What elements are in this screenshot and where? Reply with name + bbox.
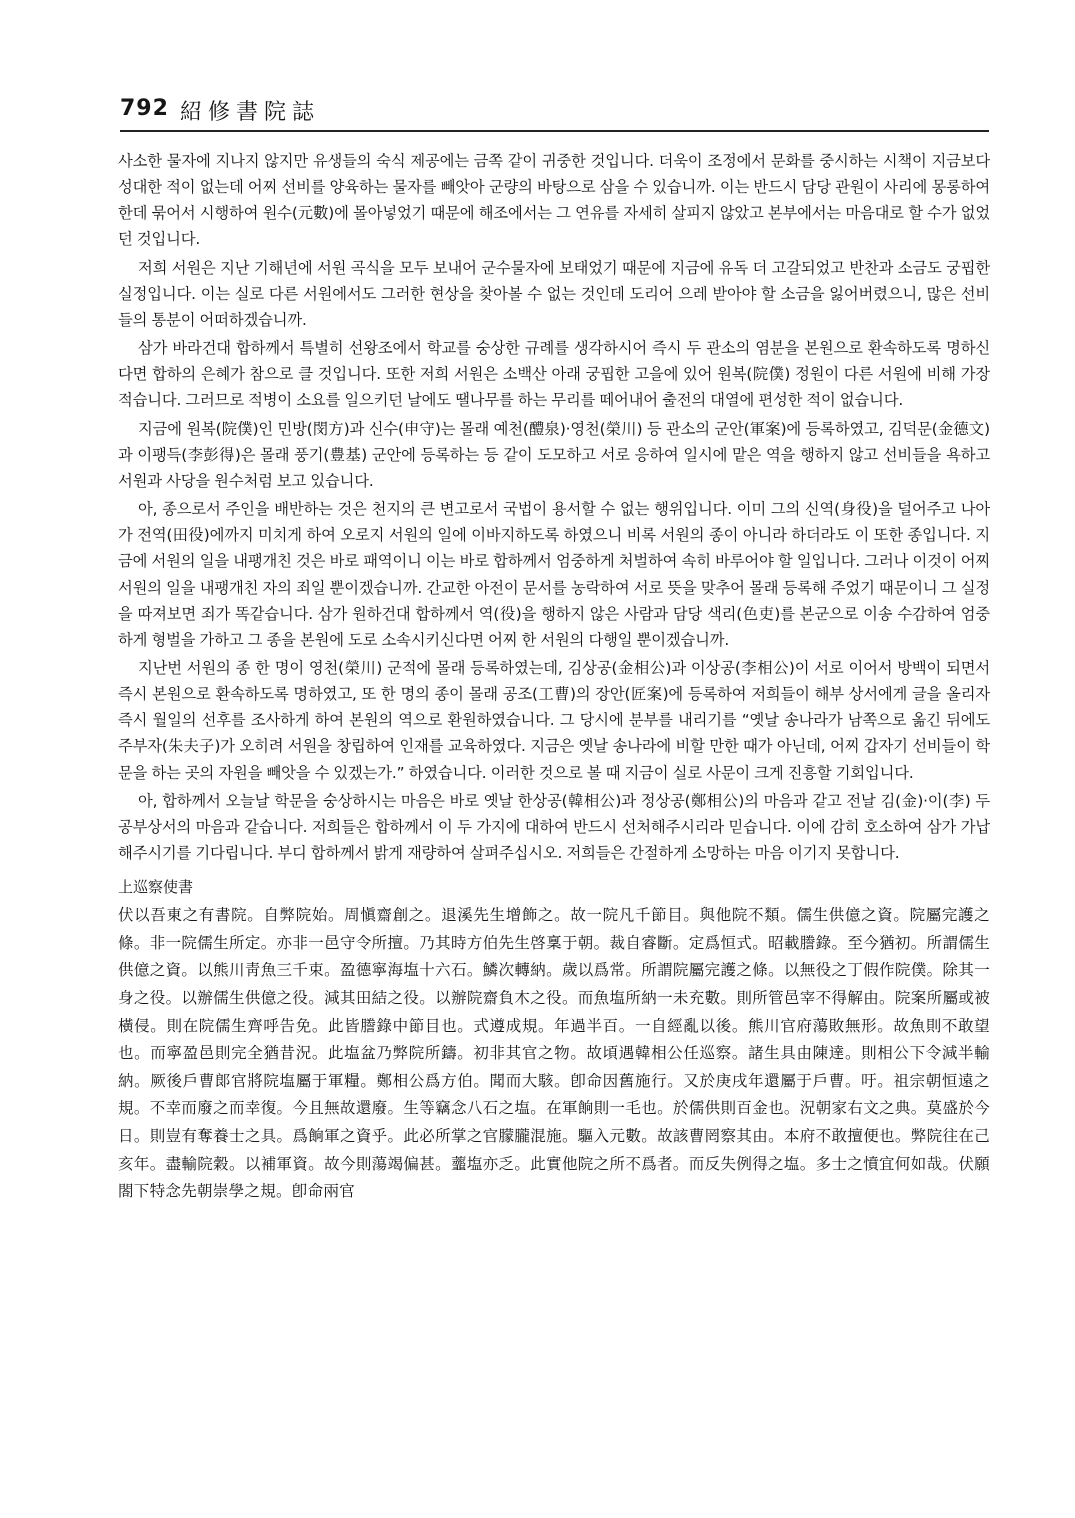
- book-title: 紹修書院誌: [180, 100, 321, 125]
- classical-chinese-text: 伏以吾東之有書院。自弊院始。周愼齋創之。退溪先生增飾之。故一院凡千節目。與他院不類。儒生供億之資。院屬完護之條。非一院儒生所定。亦非一邑守令所擅。乃其時方伯先生啓稟于朝。裁自睿斷。定爲恒式。昭載謄錄。至今猶初。所謂儒生供億之資。以熊川靑魚三千束。盈德寧海塩十六石。鱗次轉納。歲以爲常。所謂院屬完護之條。以無役之丁假作院僕。除其一身之役。以辦儒生供億之役。減其田結之役。以辦院齋負木之役。而魚塩所納一未充數。則所管邑宰不得解由。院案所屬或被橫侵。則在院儒生齊呼告免。此皆謄錄中節目也。式遵成規。年過半百。一自經亂以後。熊川官府蕩敗無形。故魚則不敢望也。而寧盈邑則完全猶昔況。此塩盆乃弊院所鑄。初非其官之物。故頃遇韓相公任巡察。諸生具由陳達。則相公下令減半輸納。厥後戶曹郞官將院塩屬于軍糧。鄭相公爲方伯。聞而大駭。卽命因舊施行。又於庚戌年還屬于戶曹。吁。祖宗朝恒遠之規。不幸而廢之而幸復。今且無故還廢。生等竊念八石之塩。在軍餉則一毛也。於儒供則百金也。況朝家右文之典。莫盛於今日。則豈有奪養士之具。爲餉軍之資乎。此必所掌之官朦朧混施。驅入元數。故該曹罔察其由。本府不敢擅便也。弊院往在己亥年。盡輸院穀。以補軍資。故今則蕩竭偏甚。虀塩亦乏。此實他院之所不爲者。而反失例得之塩。多士之憤宜何如哉。伏願閤下特念先朝崇學之規。卽命兩官: [118, 906, 990, 1201]
- paragraph: 지난번 서원의 종 한 명이 영천(榮川) 군적에 몰래 등록하였는데, 김상공(金相公)과 이상공(李相公)이 서로 이어서 방백이 되면서 즉시 본원으로 환속하도록 명하였고, 또 한 명의 종이 몰래 공조(工曹)의 장안(匠案)에 등록하여 저희들이 해부 상서에게 글을 올리자 즉시 월일의 선후를 조사하게 하여 본원의 역으로 환원하였습니다. 그 당시에 분부를 내리기를 “옛날 송나라가 남쪽으로 옮긴 뒤에도 주부자(朱夫子)가 오히려 서원을 창립하여 인재를 교육하였다. 지금은 옛날 송나라에 비할 만한 때가 아닌데, 어찌 갑자기 선비들이 학문을 하는 곳의 자원을 빼앗을 수 있겠는가.” 하였습니다. 이러한 것으로 볼 때 지금이 실로 사문이 크게 진흥할 기회입니다.: [118, 658, 990, 782]
- paragraph: 아, 종으로서 주인을 배반하는 것은 천지의 큰 변고로서 국법이 용서할 수 없는 행위입니다. 이미 그의 신역(身役)을 덜어주고 나아가 전역(田役)에까지 미치게 하여 오로지 서원의 일에 이바지하도록 하였으니 비록 서원의 종이 아니라 하더라도 이 또한 종입니다. 지금에 서원의 일을 내팽개친 것은 바로 패역이니 이는 바로 합하께서 엄중하게 처벌하여 속히 바루어야 할 일입니다. 그러나 이것이 어찌 서원의 일을 내팽개친 자의 죄일 뿐이겠습니까. 간교한 아전이 문서를 농락하여 서로 뜻을 맞추어 몰래 등록해 주었기 때문이니 그 실정을 따져보면 죄가 똑같습니다. 삼가 원하건대 합하께서 역(役)을 행하지 않은 사람과 담당 색리(色吏)를 본군으로 이송 수감하여 엄중하게 형벌을 가하고 그 종을 본원에 도로 소속시키신다면 어찌 한 서원의 다행일 뿐이겠습니까.: [118, 500, 990, 649]
- paragraph: 사소한 물자에 지나지 않지만 유생들의 숙식 제공에는 금쪽 같이 귀중한 것입니다. 더욱이 조정에서 문화를 중시하는 시책이 지금보다 성대한 적이 없는데 어찌 선비를 양육하는 물자를 빼앗아 군량의 바탕으로 삼을 수 있습니까. 이는 반드시 담당 관원이 사리에 몽롱하여 한데 묶어서 시행하여 원수(元數)에 몰아넣었기 때문에 해조에서는 그 연유를 자세히 살피지 않았고 본부에서는 마음대로 할 수가 없었던 것입니다.: [118, 152, 990, 249]
- page-header: [120, 96, 989, 132]
- body-text: [118, 148, 990, 1206]
- paragraph: 저희 서원은 지난 기해년에 서원 곡식을 모두 보내어 군수물자에 보태었기 때문에 지금에 유독 더 고갈되었고 반찬과 소금도 궁핍한 실정입니다. 이는 실로 다른 서원에서도 그러한 현상을 찾아볼 수 없는 것인데 도리어 으레 받아야 할 소금을 잃어버렸으니, 많은 선비들의 통분이 어떠하겠습니까.: [118, 258, 990, 329]
- paragraph: 삼가 바라건대 합하께서 특별히 선왕조에서 학교를 숭상한 규례를 생각하시어 즉시 두 관소의 염분을 본원으로 환속하도록 명하신다면 합하의 은혜가 참으로 클 것입니다. 또한 저희 서원은 소백산 아래 궁핍한 고을에 있어 원복(院僕) 정원이 다른 서원에 비해 가장 적습니다. 그러므로 적병이 소요를 일으키던 날에도 땔나무를 하는 무리를 떼어내어 출전의 대열에 편성한 적이 없습니다.: [118, 339, 990, 410]
- paragraph: 지금에 원복(院僕)인 민방(閔方)과 신수(申守)는 몰래 예천(醴泉)·영천(榮川) 등 관소의 군안(軍案)에 등록하였고, 김덕문(金德文)과 이팽득(李彭得)은 몰래 풍기(豊基) 군안에 등록하는 등 같이 도모하고 서로 응하여 일시에 맡은 역을 행하지 않고 선비들을 욕하고 서원과 사당을 원수처럼 보고 있습니다.: [118, 419, 990, 490]
- paragraph: 아, 합하께서 오늘날 학문을 숭상하시는 마음은 바로 옛날 한상공(韓相公)과 정상공(鄭相公)의 마음과 같고 전날 김(金)·이(李) 두 공부상서의 마음과 같습니다. 저희들은 합하께서 이 두 가지에 대하여 반드시 선처해주시리라 믿습니다. 이에 감히 호소하여 삼가 가납해주시기를 기다립니다. 부디 합하께서 밝게 재량하여 살펴주십시오. 저희들은 간절하게 소망하는 마음 이기지 못합니다.: [118, 791, 990, 863]
- section-heading: 上巡察使書: [118, 878, 194, 897]
- page-number: 792: [120, 96, 169, 121]
